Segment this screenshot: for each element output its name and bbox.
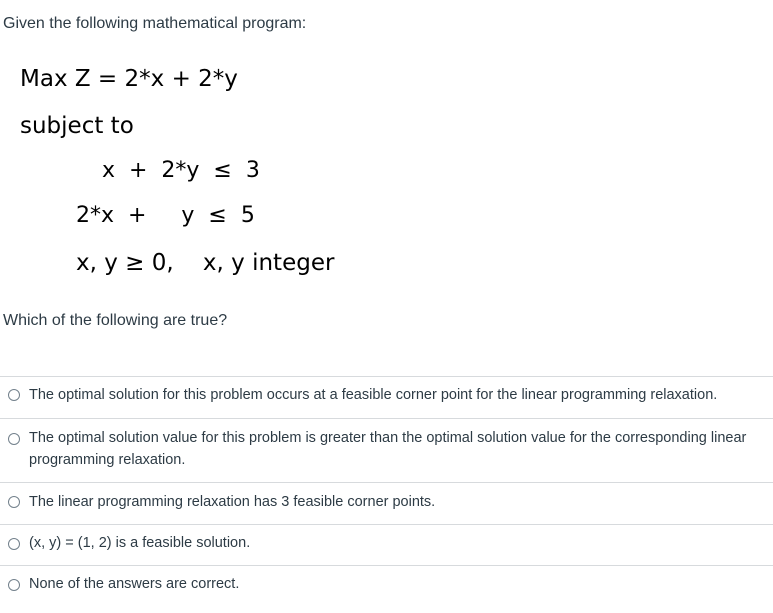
answer-option[interactable]: [0, 524, 773, 565]
constraint-2: 2*x + y ≤ 5: [76, 203, 255, 228]
radio-button[interactable]: [8, 433, 20, 445]
constraint-3: x, y ≥ 0, x, y integer: [76, 250, 335, 276]
subject-to-label: subject to: [20, 113, 134, 139]
answer-label[interactable]: The linear programming relaxation has 3 feasible corner points.: [29, 494, 436, 510]
radio-button[interactable]: [8, 389, 20, 401]
answer-option[interactable]: [0, 565, 773, 613]
answer-label[interactable]: The optimal solution for this problem occurs at a feasible corner point for the linear programming relaxation.: [29, 387, 718, 403]
objective-function: Max Z = 2*x + 2*y: [20, 66, 238, 92]
answer-option[interactable]: [0, 376, 773, 418]
radio-button[interactable]: [8, 538, 20, 550]
constraint-1: x + 2*y ≤ 3: [102, 158, 260, 183]
radio-button[interactable]: [8, 579, 20, 591]
question-intro: Given the following mathematical program:: [3, 15, 307, 32]
answer-label[interactable]: None of the answers are correct.: [29, 576, 240, 592]
radio-button[interactable]: [8, 496, 20, 508]
answer-label[interactable]: The optimal solution value for this problem is greater than the optimal solution value for the corresponding linear programming relaxation.: [29, 430, 747, 468]
answer-option[interactable]: [0, 482, 773, 524]
question-prompt: Which of the following are true?: [3, 312, 228, 329]
answer-list: [0, 376, 773, 613]
answer-option[interactable]: [0, 418, 773, 482]
answer-label[interactable]: (x, y) = (1, 2) is a feasible solution.: [29, 535, 251, 551]
